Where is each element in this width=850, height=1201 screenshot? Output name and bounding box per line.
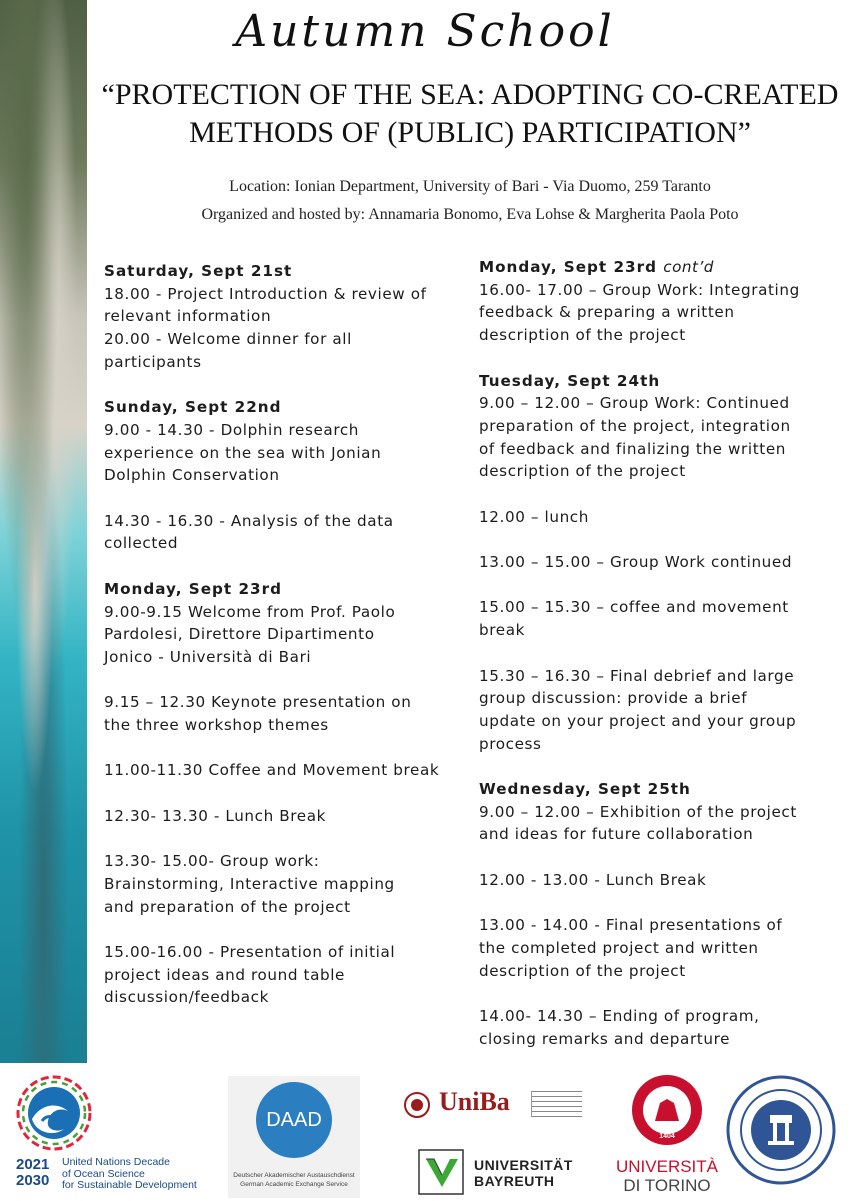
uniba-small-print [531, 1091, 582, 1117]
schedule-item: project ideas and round table [104, 965, 345, 984]
schedule-item: description of the project [479, 326, 686, 345]
schedule-item: Jonico - Università di Bari [104, 647, 312, 666]
schedule-item: 13.30- 15.00- Group work: [104, 852, 320, 871]
schedule-item: preparation of the project, integration [479, 416, 791, 435]
dipartimento-jonico-seal [726, 1075, 836, 1190]
contd-label: cont’d [663, 258, 714, 276]
schedule-item: 11.00-11.30 Coffee and Movement break [104, 761, 440, 780]
schedule-item: 9.00 - 14.30 - Dolphin research [104, 420, 360, 439]
schedule-item: description of the project [479, 961, 686, 980]
schedule-item: break [479, 621, 525, 640]
schedule-left-column [104, 260, 474, 1009]
schedule-item: 12.30- 13.30 - Lunch Break [104, 806, 327, 825]
day-heading-saturday: Saturday, Sept 21st [104, 262, 293, 280]
bayreuth-line2: BAYREUTH [474, 1173, 555, 1189]
schedule-item: feedback & preparing a written [479, 303, 735, 322]
bayreuth-logo [418, 1147, 588, 1199]
sea-photo-strip [0, 0, 87, 1063]
schedule-item: 9.15 – 12.30 Keynote presentation on [104, 693, 412, 712]
torino-year: 1404 [659, 1133, 675, 1140]
schedule-item: collected [104, 534, 179, 553]
un-text-line2: of Ocean Science [62, 1167, 145, 1180]
schedule-item: Pardolesi, Direttore Dipartimento [104, 625, 375, 644]
daad-subtitle-en: German Academic Exchange Service [240, 1180, 348, 1188]
event-title-line2: METHODS OF (PUBLIC) PARTICIPATION” [189, 116, 751, 149]
day-heading-monday: Monday, Sept 23rd [104, 579, 282, 598]
uniba-wordmark: UniBa [439, 1087, 510, 1116]
schedule-item: 15.00 – 15.30 – coffee and movement [479, 598, 789, 617]
day-heading-monday-label: Monday, Sept 23rd [479, 258, 657, 276]
daad-logo [228, 1076, 360, 1198]
schedule-item: and preparation of the project [104, 897, 351, 916]
event-title-line1: “PROTECTION OF THE SEA: ADOPTING CO-CREATED [101, 78, 839, 111]
torino-line2: DI TORINO [623, 1176, 711, 1195]
bayreuth-line1: UNIVERSITÄT [474, 1157, 573, 1173]
un-year-start: 2021 [16, 1156, 50, 1173]
schedule-item: 20.00 - Welcome dinner for all [104, 330, 352, 349]
day-heading-sunday: Sunday, Sept 22nd [104, 398, 282, 417]
schedule-item: the three workshop themes [104, 716, 329, 734]
schedule-item: the completed project and written [479, 938, 759, 957]
schedule-item: discussion/feedback [104, 988, 269, 1007]
schedule-item: closing remarks and departure [479, 1029, 731, 1048]
schedule-item: and ideas for future collaboration [479, 825, 754, 844]
schedule-item: description of the project [479, 462, 686, 481]
un-text-line1: United Nations Decade [62, 1156, 170, 1168]
schedule-item: Dolphin Conservation [104, 466, 280, 485]
schedule-right-column [479, 256, 839, 1050]
organizers-text: Organized and hosted by: Annamaria Bonomo, Eva Lohse & Margherita Paola Poto [201, 206, 739, 223]
location-text: Location: Ionian Department, University of Bari - Via Duomo, 259 Taranto [229, 178, 711, 195]
uniba-logo [403, 1085, 593, 1125]
autumn-school-script-title: Autumn School [235, 6, 615, 57]
uniba-seal-icon [403, 1091, 431, 1119]
schedule-item: 13.00 – 15.00 – Group Work continued [479, 553, 793, 572]
ocean-wave-icon [16, 1075, 92, 1151]
schedule-item: 18.00 - Project Introduction & review of [104, 284, 427, 303]
schedule-item: group discussion: provide a brief [479, 689, 748, 708]
schedule-item: participants [104, 352, 202, 371]
event-title [90, 76, 850, 152]
schedule-item: 9.00-9.15 Welcome from Prof. Paolo [104, 602, 396, 621]
un-year-end: 2030 [16, 1172, 50, 1189]
jonico-seal-icon [726, 1075, 836, 1185]
schedule-item: 16.00- 17.00 – Group Work: Integrating [479, 280, 800, 299]
schedule-item: relevant information [104, 307, 272, 326]
day-heading-monday-cont [479, 256, 839, 279]
bayreuth-emblem-icon [418, 1149, 464, 1195]
schedule-item: 14.00- 14.30 – Ending of program, [479, 1007, 760, 1026]
schedule-item: update on your project and your group [479, 711, 797, 730]
schedule-item: 15.00-16.00 - Presentation of initial [104, 942, 396, 961]
daad-circle: DAAD [256, 1082, 332, 1158]
schedule-item: 9.00 – 12.00 – Exhibition of the project [479, 802, 797, 821]
schedule-item: 14.30 - 16.30 - Analysis of the data [104, 511, 394, 530]
day-heading-wednesday: Wednesday, Sept 25th [479, 780, 691, 799]
schedule-item: 15.30 – 16.30 – Final debrief and large [479, 666, 795, 685]
schedule-item: 12.00 – lunch [479, 507, 589, 526]
schedule-item: 13.00 - 14.00 - Final presentations of [479, 916, 783, 935]
partner-logos [0, 1063, 850, 1201]
un-text-line3: for Sustainable Development [62, 1179, 197, 1191]
schedule-item: 12.00 - 13.00 - Lunch Break [479, 870, 707, 889]
torino-logo [612, 1073, 722, 1198]
day-heading-tuesday: Tuesday, Sept 24th [479, 371, 661, 390]
schedule-item: experience on the sea with Jonian [104, 443, 382, 462]
schedule-item: of feedback and finalizing the written [479, 439, 787, 458]
un-ocean-decade-logo [14, 1073, 214, 1198]
schedule-item: Brainstorming, Interactive mapping [104, 874, 395, 893]
schedule-item: 9.00 – 12.00 – Group Work: Continued [479, 394, 790, 413]
torino-line1: UNIVERSITÀ [615, 1157, 719, 1176]
schedule-item: process [479, 734, 542, 753]
daad-subtitle-de: Deutscher Akademischer Austauschdienst [233, 1172, 355, 1179]
